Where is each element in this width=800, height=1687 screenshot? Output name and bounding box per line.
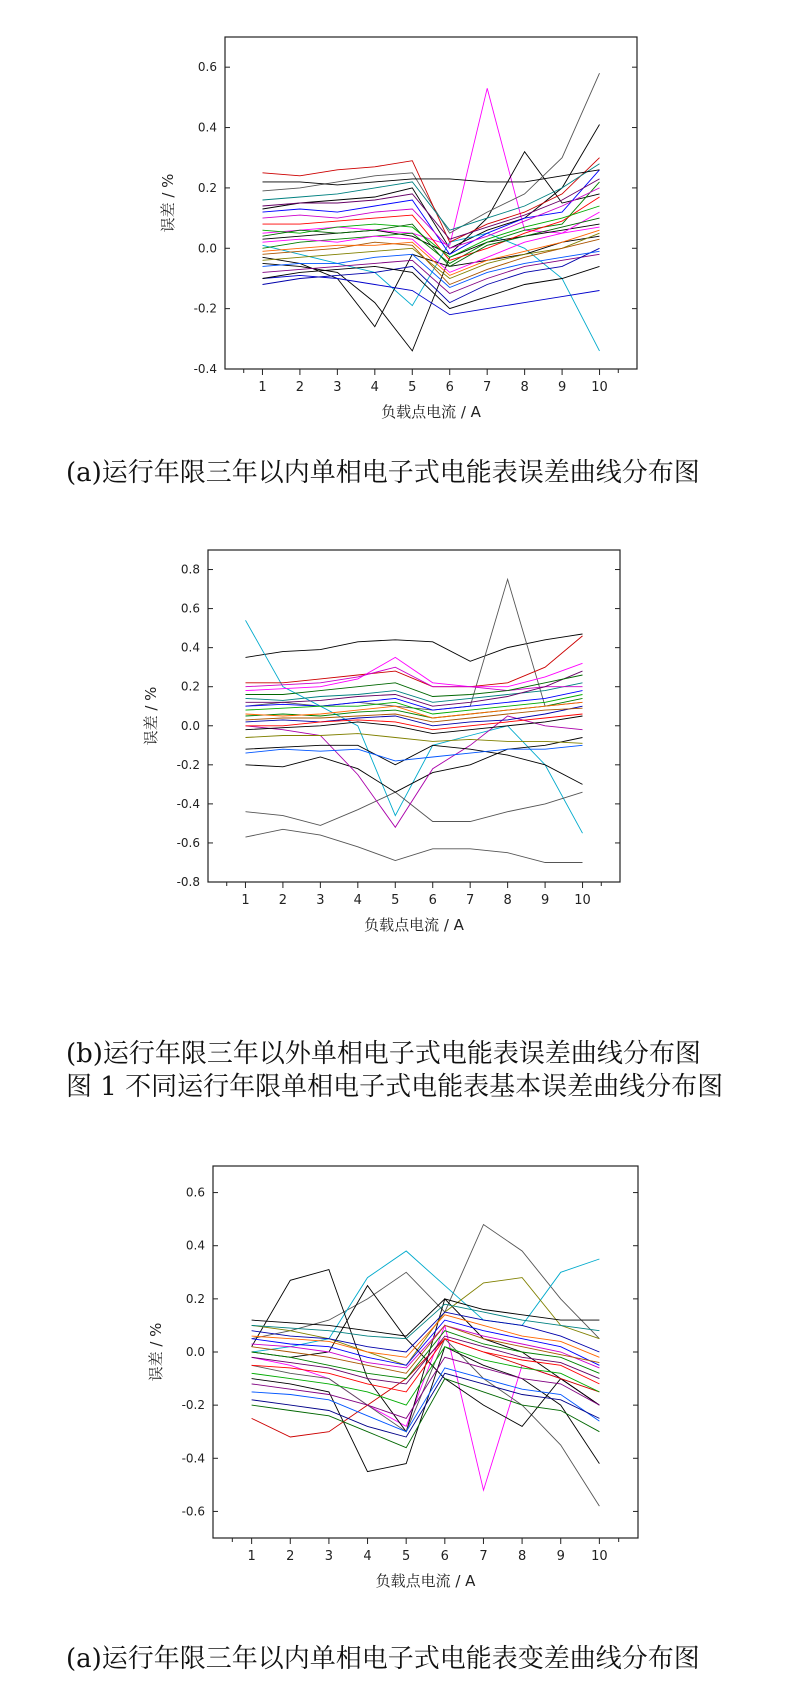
x-tick-label: 7 (466, 893, 475, 908)
y-tick-label: 0.2 (185, 1291, 205, 1306)
y-tick-label: 0.6 (185, 1185, 205, 1200)
x-tick-label: 1 (258, 380, 267, 395)
x-tick-label: 10 (574, 893, 591, 908)
y-tick-label: 0.4 (185, 1238, 205, 1253)
x-tick-label: 4 (363, 1549, 372, 1564)
y-tick-label: 0.4 (197, 120, 217, 135)
x-tick-label: 1 (247, 1549, 256, 1564)
series-line-23 (252, 1373, 600, 1437)
y-tick-label: 0.0 (197, 241, 217, 256)
caption-b: (b)运行年限三年以外单相电子式电能表误差曲线分布图 (66, 1039, 701, 1069)
y-tick-label: -0.2 (176, 757, 200, 772)
x-tick-label: 1 (241, 893, 250, 908)
series-line-2 (252, 1325, 600, 1490)
x-tick-label: 8 (503, 893, 512, 908)
y-tick-label: 0.2 (180, 679, 200, 694)
y-tick-label: 0.0 (180, 718, 200, 733)
y-tick-label: -0.6 (176, 835, 200, 850)
x-tick-label: 9 (556, 1549, 565, 1564)
x-tick-label: 4 (353, 893, 362, 908)
x-axis-label: 负载点电流 / A (364, 916, 464, 934)
series-line-19 (252, 1368, 600, 1432)
y-tick-label: 0.6 (197, 60, 217, 75)
y-tick-label: -0.2 (181, 1398, 205, 1413)
x-axis-label: 负载点电流 / A (381, 403, 481, 421)
x-tick-label: 5 (408, 380, 417, 395)
y-axis-label: 误差 / % (159, 173, 177, 233)
x-tick-label: 3 (324, 1549, 334, 1564)
x-tick-label: 6 (428, 893, 437, 908)
x-tick-label: 8 (520, 380, 529, 395)
y-tick-label: 0.8 (180, 562, 200, 577)
series-line-17 (252, 1299, 600, 1336)
x-tick-label: 10 (591, 1549, 608, 1564)
x-tick-label: 7 (483, 380, 492, 395)
y-tick-label: 0.0 (185, 1345, 205, 1359)
y-tick-label: 0.6 (180, 601, 200, 616)
x-tick-label: 2 (278, 893, 288, 908)
x-tick-label: 3 (333, 380, 342, 395)
caption-a: (a)运行年限三年以内单相电子式电能表误差曲线分布图 (66, 458, 700, 488)
plot-frame (213, 1166, 638, 1538)
x-tick-label: 7 (479, 1549, 488, 1564)
x-tick-label: 5 (402, 1549, 411, 1564)
y-axis-label: 误差 / % (147, 1322, 165, 1382)
x-tick-label: 8 (517, 1549, 527, 1564)
x-tick-label: 6 (440, 1549, 449, 1564)
y-tick-label: 0.4 (180, 640, 200, 655)
x-tick-label: 9 (557, 380, 567, 395)
x-tick-label: 5 (391, 893, 400, 908)
y-axis-label: 误差 / % (142, 686, 160, 746)
x-tick-label: 2 (295, 380, 305, 395)
y-tick-label: -0.4 (176, 796, 200, 811)
y-tick-label: -0.8 (176, 875, 200, 889)
x-tick-label: 10 (591, 380, 608, 395)
x-tick-label: 3 (316, 893, 325, 908)
x-tick-label: 6 (445, 380, 454, 395)
caption-c: (a)运行年限三年以内单相电子式电能表变差曲线分布图 (66, 1644, 700, 1674)
x-tick-label: 9 (540, 893, 550, 908)
x-axis-label: 负载点电流 / A (375, 1572, 476, 1590)
x-tick-label: 4 (370, 380, 379, 395)
y-tick-label: -0.2 (193, 301, 217, 316)
y-tick-label: -0.4 (193, 362, 217, 376)
x-tick-label: 2 (286, 1549, 295, 1564)
y-tick-label: -0.4 (181, 1451, 205, 1466)
y-tick-label: -0.6 (181, 1504, 205, 1519)
y-tick-label: 0.2 (197, 180, 217, 195)
figure-caption-1: 图 1 不同运行年限单相电子式电能表基本误差曲线分布图 (66, 1072, 724, 1102)
series-line-21 (252, 1379, 600, 1448)
